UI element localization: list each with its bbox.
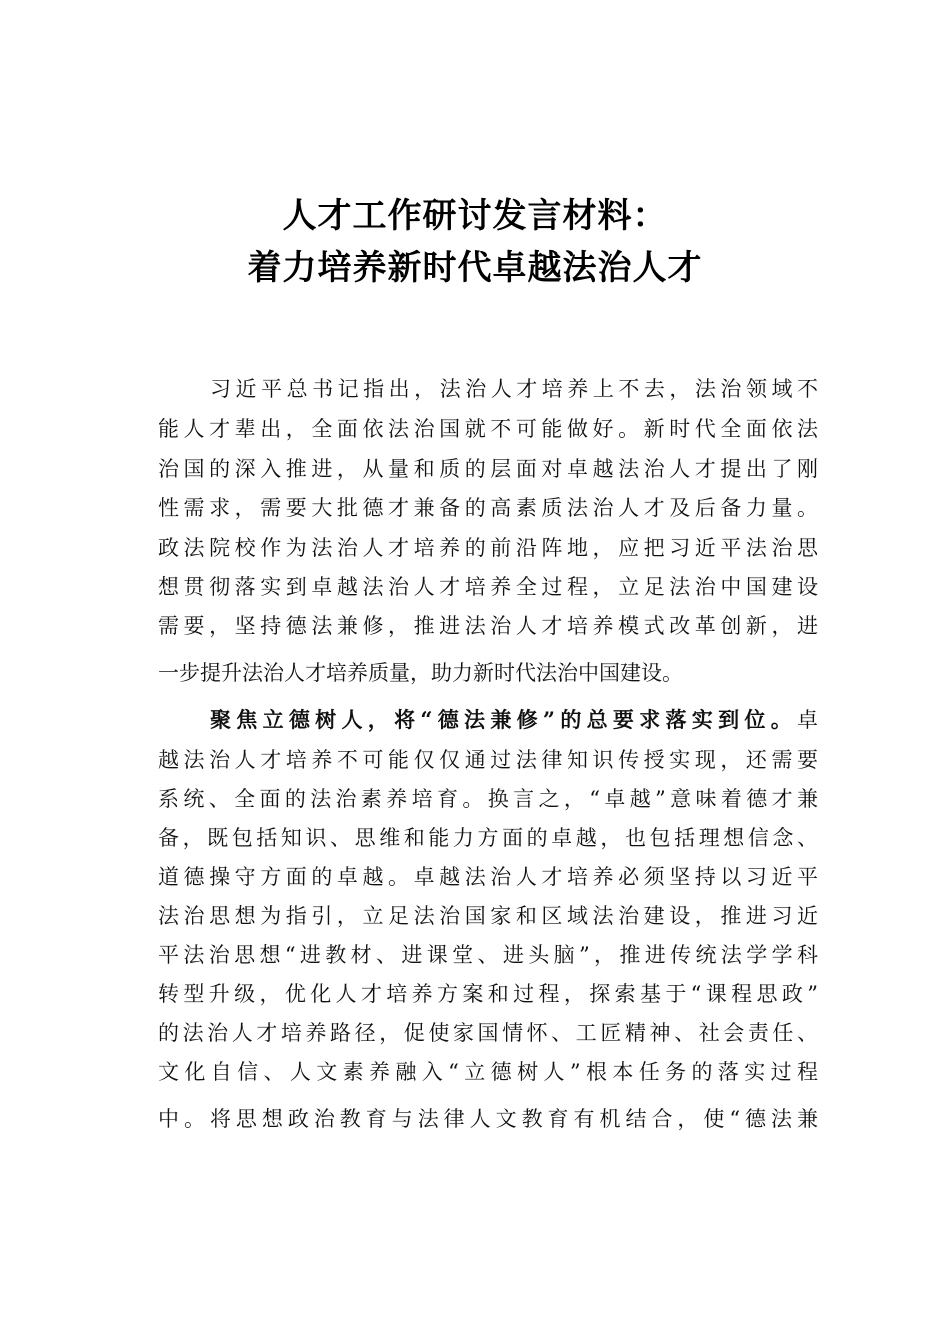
paragraph-2-line: 法治思想为指引，立足法治国家和区域法治建设，推进习近 [158,904,818,928]
paragraph-1-line: 政法院校作为法治人才培养的前沿阵地，应把习近平法治思 [158,536,818,560]
paragraph-1-line: 治国的深入推进，从量和质的层面对卓越法治人才提出了刚 [158,457,818,481]
paragraph-2-line: 文化自信、人文素养融入“立德树人”根本任务的落实过程 [158,1060,818,1084]
paragraph-2-line: 平法治思想“进教材、进课堂、进头脑”，推进传统法学学科 [158,943,818,967]
paragraph-2-first-rest: 卓 [796,708,818,732]
paragraph-2-line: 道德操守方面的卓越。卓越法治人才培养必须坚持以习近平 [158,865,818,889]
paragraph-2-line: 转型升级，优化人才培养方案和过程，探索基于“课程思政” [158,982,818,1006]
document-title-line-2: 着力培养新时代卓越法治人才 [247,248,703,288]
paragraph-2-first-line [210,705,818,735]
paragraph-1-line: 性需求，需要大批德才兼备的高素质法治人才及后备力量。 [158,496,818,520]
paragraph-1-line: 需要，坚持德法兼修，推进法治人才培养模式改革创新，进 [158,614,818,638]
paragraph-1-line: 能人才辈出，全面依法治国就不可能做好。新时代全面依法 [158,417,818,441]
paragraph-2-line: 系统、全面的法治素养培育。换言之，“卓越”意味着德才兼 [158,787,818,811]
paragraph-2-line: 越法治人才培养不可能仅仅通过法律知识传授实现，还需要 [158,748,818,772]
document-title-line-1: 人才工作研讨发言材料： [282,196,668,236]
paragraph-2-heading: 聚焦立德树人，将“德法兼修”的总要求落实到位。 [210,707,797,732]
paragraph-2-line: 的法治人才培养路径，促使家国情怀、工匠精神、社会责任、 [158,1021,818,1045]
paragraph-1-line: 一步提升法治人才培养质量，助力新时代法治中国建设。 [158,661,683,685]
paragraph-2-line: 中。将思想政治教育与法律人文教育有机结合，使“德法兼 [158,1107,818,1131]
paragraph-1-line: 想贯彻落实到卓越法治人才培养全过程，立足法治中国建设 [158,575,818,599]
paragraph-2-line: 备，既包括知识、思维和能力方面的卓越，也包括理想信念、 [158,826,818,850]
paragraph-1-line: 习近平总书记指出，法治人才培养上不去，法治领域不 [210,377,818,401]
